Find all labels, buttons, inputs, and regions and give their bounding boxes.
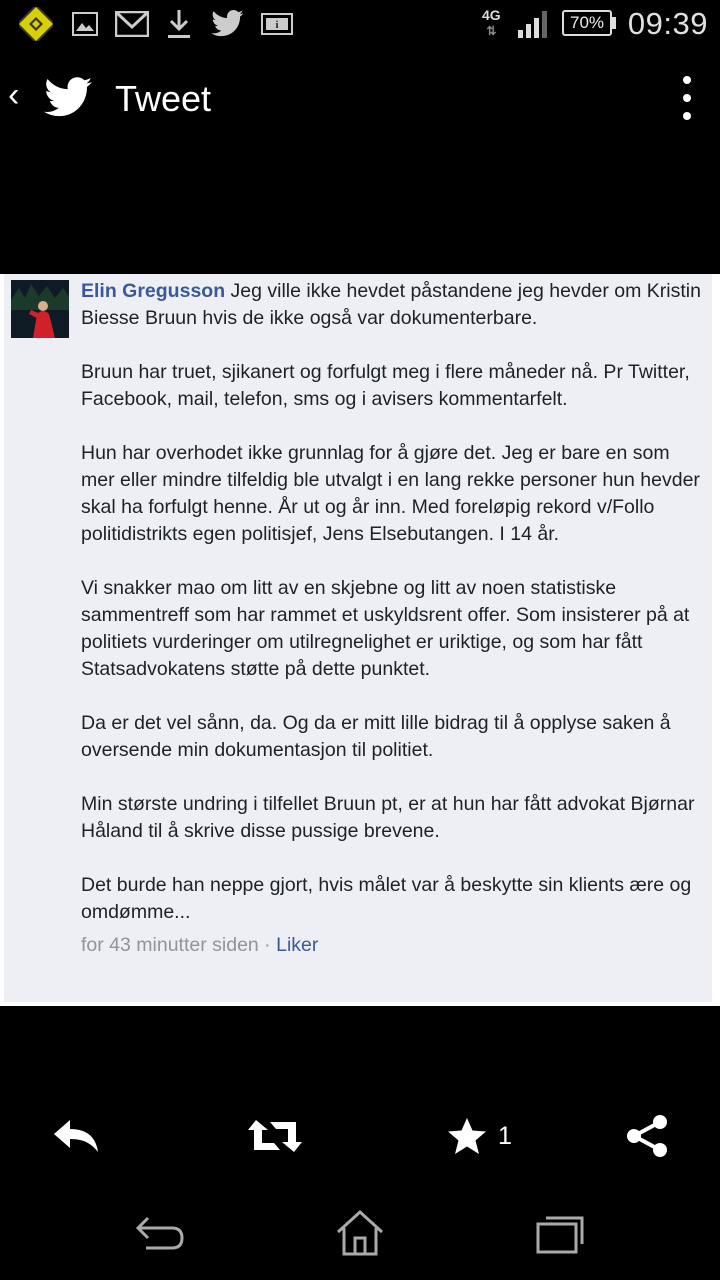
svg-text:i: i: [275, 19, 279, 31]
facebook-comment: [4, 274, 712, 1002]
battery-indicator: 70%: [562, 10, 612, 36]
comment-paragraph: Hun har overhodet ikke grunnlag for å gjøre det. Jeg er bare en som mer eller mindre tilfeldig ble utvalgt i en lang rekke personer hun hevder skal ha forfulgt henne. År ut og år inn. Med foreløpig rekord v/Follo politidistrikts egen politisjef, Jens Elsebutangen. I 14 år.: [81, 442, 700, 545]
overflow-menu-icon[interactable]: [682, 76, 692, 122]
screen-title: Tweet: [115, 78, 212, 119]
status-bar: [0, 0, 720, 50]
action-bar: [0, 50, 720, 146]
comment-paragraph: Det burde han neppe gjort, hvis målet var å beskytte sin klients ære og omdømme...: [81, 874, 692, 923]
network-type: 4G ⇅: [482, 7, 501, 38]
favorite-button[interactable]: [446, 1108, 512, 1164]
comment-paragraph: Bruun har truet, sjikanert og forfulgt meg i flere måneder nå. Pr Twitter, Facebook, mail, telefon, sms og i avisers kommentarfelt.: [81, 361, 690, 410]
comment-body: [81, 278, 705, 959]
gmail-icon: [114, 8, 150, 40]
twitter-logo-icon[interactable]: [44, 76, 94, 120]
comment-paragraph: Min største undring i tilfellet Bruun pt, er at hun har fått advokat Bjørnar Håland til å skrive disse pussige brevene.: [81, 793, 695, 842]
comment-paragraph: Vi snakker mao om litt av en skjebne og litt av noen statistiske sammentreff som har rammet et uskyldsrent offer. Som insisterer på at politiets vurderinger om utilregnelighet er uriktige, og som har fått Statsadvokatens støtte på dette punktet.: [81, 577, 690, 680]
share-button[interactable]: [624, 1108, 670, 1164]
system-navigation-bar: [0, 1190, 720, 1280]
twitter-icon: [210, 8, 246, 40]
reply-button[interactable]: [50, 1108, 102, 1164]
nav-back-icon[interactable]: [132, 1208, 192, 1258]
star-icon: [446, 1116, 488, 1156]
comment-paragraph: Da er det vel sånn, da. Og da er mitt lille bidrag til å opplyse saken å oversende min dokumentasjon til politiet.: [81, 712, 671, 761]
clock: 09:39: [627, 6, 708, 41]
avatar: [11, 280, 69, 338]
comment-first-paragraph: [81, 278, 705, 332]
comment-text: Jeg ville ikke hevdet påstandene jeg hevder om Kristin Biesse Bruun hvis de ikke også var dokumenterbare.: [81, 280, 701, 329]
comment-meta: [81, 932, 705, 959]
nav-home-icon[interactable]: [330, 1208, 390, 1258]
data-arrows-icon: ⇅: [486, 24, 497, 38]
tweet-image[interactable]: [0, 274, 720, 1006]
signal-icon: [516, 8, 550, 40]
info-icon: [260, 8, 294, 40]
app-icon: [18, 8, 54, 40]
retweet-icon: [246, 1116, 304, 1156]
like-link[interactable]: Liker: [276, 934, 319, 956]
share-icon: [624, 1114, 670, 1158]
meta-separator: ·: [258, 934, 277, 956]
tweet-actions-bar: [0, 1090, 720, 1186]
favorite-count: 1: [498, 1121, 512, 1150]
retweet-button[interactable]: [246, 1108, 304, 1164]
reply-icon: [50, 1116, 102, 1156]
battery-cap: [612, 17, 616, 29]
comment-timestamp: for 43 minutter siden: [81, 934, 259, 956]
download-icon: [164, 8, 194, 40]
nav-recents-icon[interactable]: [530, 1208, 590, 1258]
author-name-link[interactable]: Elin Gregusson: [81, 280, 226, 302]
back-button[interactable]: ‹: [8, 76, 20, 114]
image-icon: [70, 8, 100, 40]
